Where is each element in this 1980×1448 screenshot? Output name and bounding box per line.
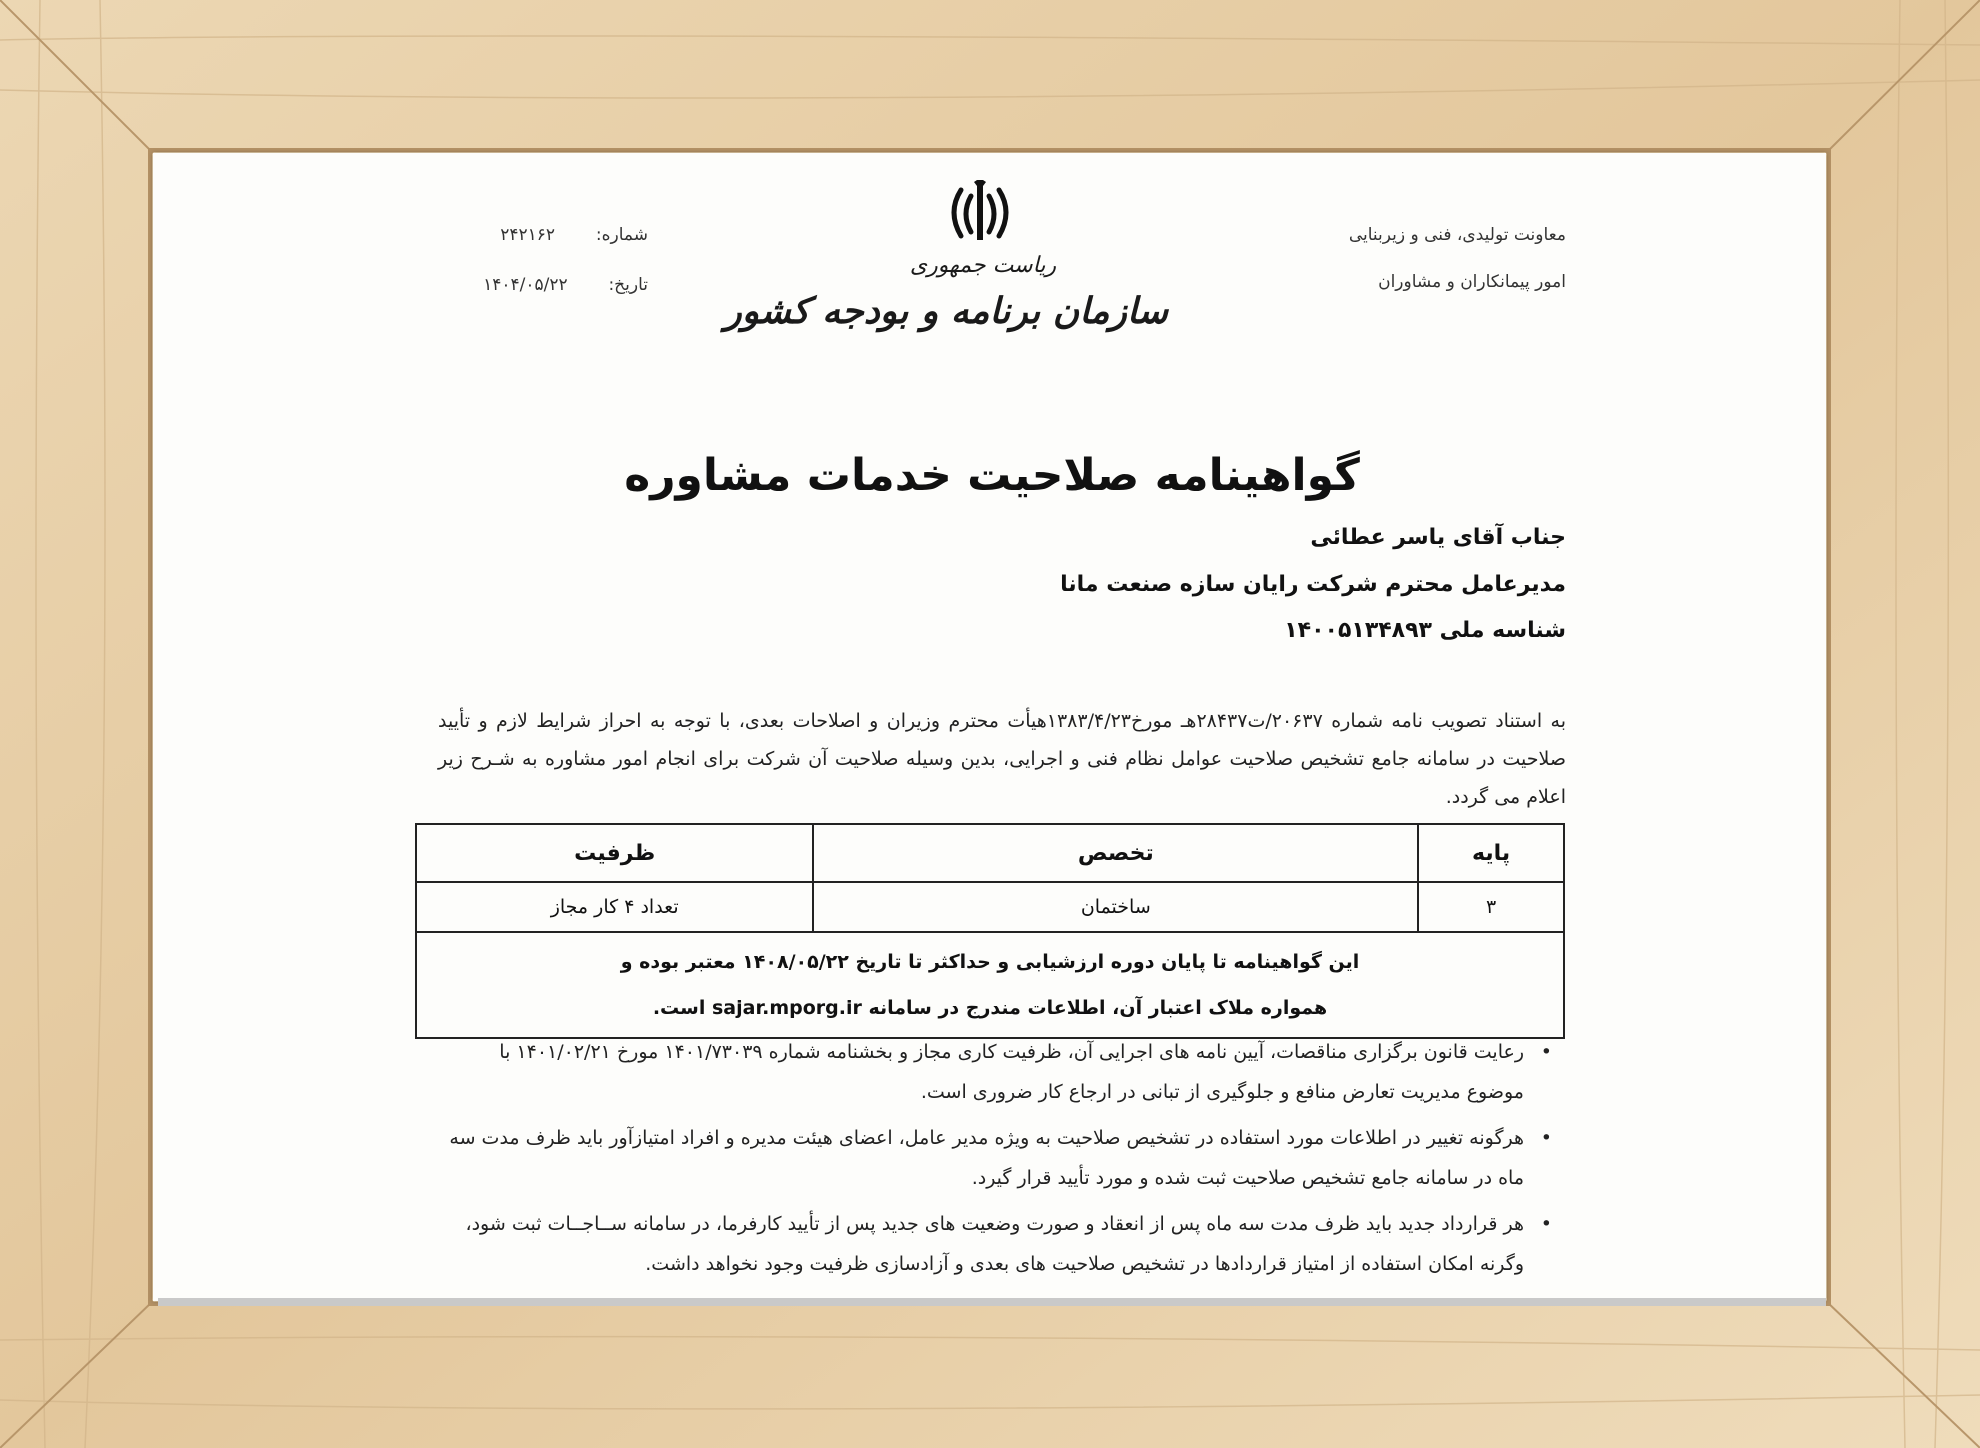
validity-row: [416, 932, 1564, 1038]
paper-edge-shadow: [158, 1298, 1826, 1306]
header-specialty: تخصص: [813, 824, 1418, 882]
department-line: امور پیمانکاران و مشاوران: [1378, 272, 1566, 292]
cell-specialty: ساختمان: [813, 882, 1418, 932]
date-value: ۱۴۰۴/۰۵/۲۲: [483, 275, 568, 295]
cell-capacity: تعداد ۴ کار مجاز: [416, 882, 813, 932]
cell-grade: ۳: [1418, 882, 1564, 932]
number-label: شماره:: [595, 225, 648, 245]
bullet-icon: •: [1540, 1213, 1552, 1235]
recipient-position: مدیرعامل محترم شرکت رایان سازه صنعت مانا: [1060, 572, 1566, 597]
table-header-row: [416, 824, 1564, 882]
notes-list: [442, 1032, 1552, 1290]
number-value: ۲۴۲۱۶۲: [500, 225, 556, 245]
validity-line-2: همواره ملاک اعتبار آن، اطلاعات مندرج در سامانه sajar.mporg.ir است.: [652, 997, 1328, 1019]
certificate-title: گواهینامه صلاحیت خدمات مشاوره: [624, 450, 1360, 501]
note-text: هرگونه تغییر در اطلاعات مورد استفاده در تشخیص صلاحیت به ویژه مدیر عامل، اعضای هیئت مدیره و افراد امتیازآور باید ظرف مدت سه ماه در سامانه جامع تشخیص صلاحیت ثبت شده و مورد تأیید قرار گیرد.: [449, 1127, 1524, 1189]
note-text: هر قرارداد جدید باید ظرف مدت سه ماه پس از انعقاد و صورت وضعیت های جدید پس از تأیید کارفرما، در سامانه ســاجــات ثبت شود، وگرنه امکان استفاده از امتیاز قراردادها در تشخیص صلاحیت های بعدی و آزادسازی ظرفیت وجود نخواهد داشت.: [465, 1213, 1524, 1275]
note-text: رعایت قانون برگزاری مناقصات، آیین نامه های اجرایی آن، ظرفیت کاری مجاز و بخشنامه شماره ۱۴۰۱/۷۳۰۳۹ مورخ ۱۴۰۱/۰۲/۲۱ با موضوع مدیریت تعارض منافع و جلوگیری از تبانی در ارجاع کار ضروری است.: [499, 1041, 1524, 1103]
bullet-icon: •: [1540, 1127, 1552, 1149]
body-paragraph: به استناد تصویب نامه شماره ۲۰۶۳۷/ت۲۸۴۳۷هـ مورخ۱۳۸۳/۴/۲۳هیأت محترم وزیران و اصلاحات بعدی، با توجه به احراز شرایط لازم و تأیید صلاحیت در سامانه جامع تشخیص صلاحیت عوامل نظام فنی و اجرایی، بدین وسیله صلاحیت آن شرکت برای انجام امور مشاوره به شـرح زیر اعلام می گردد.: [438, 710, 1566, 808]
recipient-name: جناب آقای یاسر عطائی: [1310, 525, 1566, 550]
qualification-table: [415, 823, 1565, 1039]
letter-number: [418, 225, 648, 245]
certificate-document: [418, 180, 1566, 1290]
list-item: [442, 1118, 1552, 1198]
bullet-icon: •: [1540, 1041, 1552, 1063]
letter-date: [418, 275, 648, 295]
presidency-text: ریاست جمهوری: [909, 253, 1057, 278]
national-id: شناسه ملی ۱۴۰۰۵۱۳۴۸۹۳: [1284, 618, 1566, 643]
organization-name: سازمان برنامه و بودجه کشور: [724, 290, 1168, 332]
deputy-line: معاونت تولیدی، فنی و زیربنایی: [1348, 225, 1566, 245]
validity-line-1: این گواهینامه تا پایان دوره ارزشیابی و حداکثر تا تاریخ ۱۴۰۸/۰۵/۲۲ معتبر بوده و: [620, 951, 1360, 973]
table-row: [416, 882, 1564, 932]
header-capacity: ظرفیت: [416, 824, 813, 882]
date-label: تاریخ:: [608, 275, 648, 295]
validity-cell: [416, 932, 1564, 1038]
list-item: [442, 1032, 1552, 1112]
iran-emblem-icon: [945, 180, 1015, 246]
header-grade: پایه: [1418, 824, 1564, 882]
list-item: [442, 1204, 1552, 1284]
